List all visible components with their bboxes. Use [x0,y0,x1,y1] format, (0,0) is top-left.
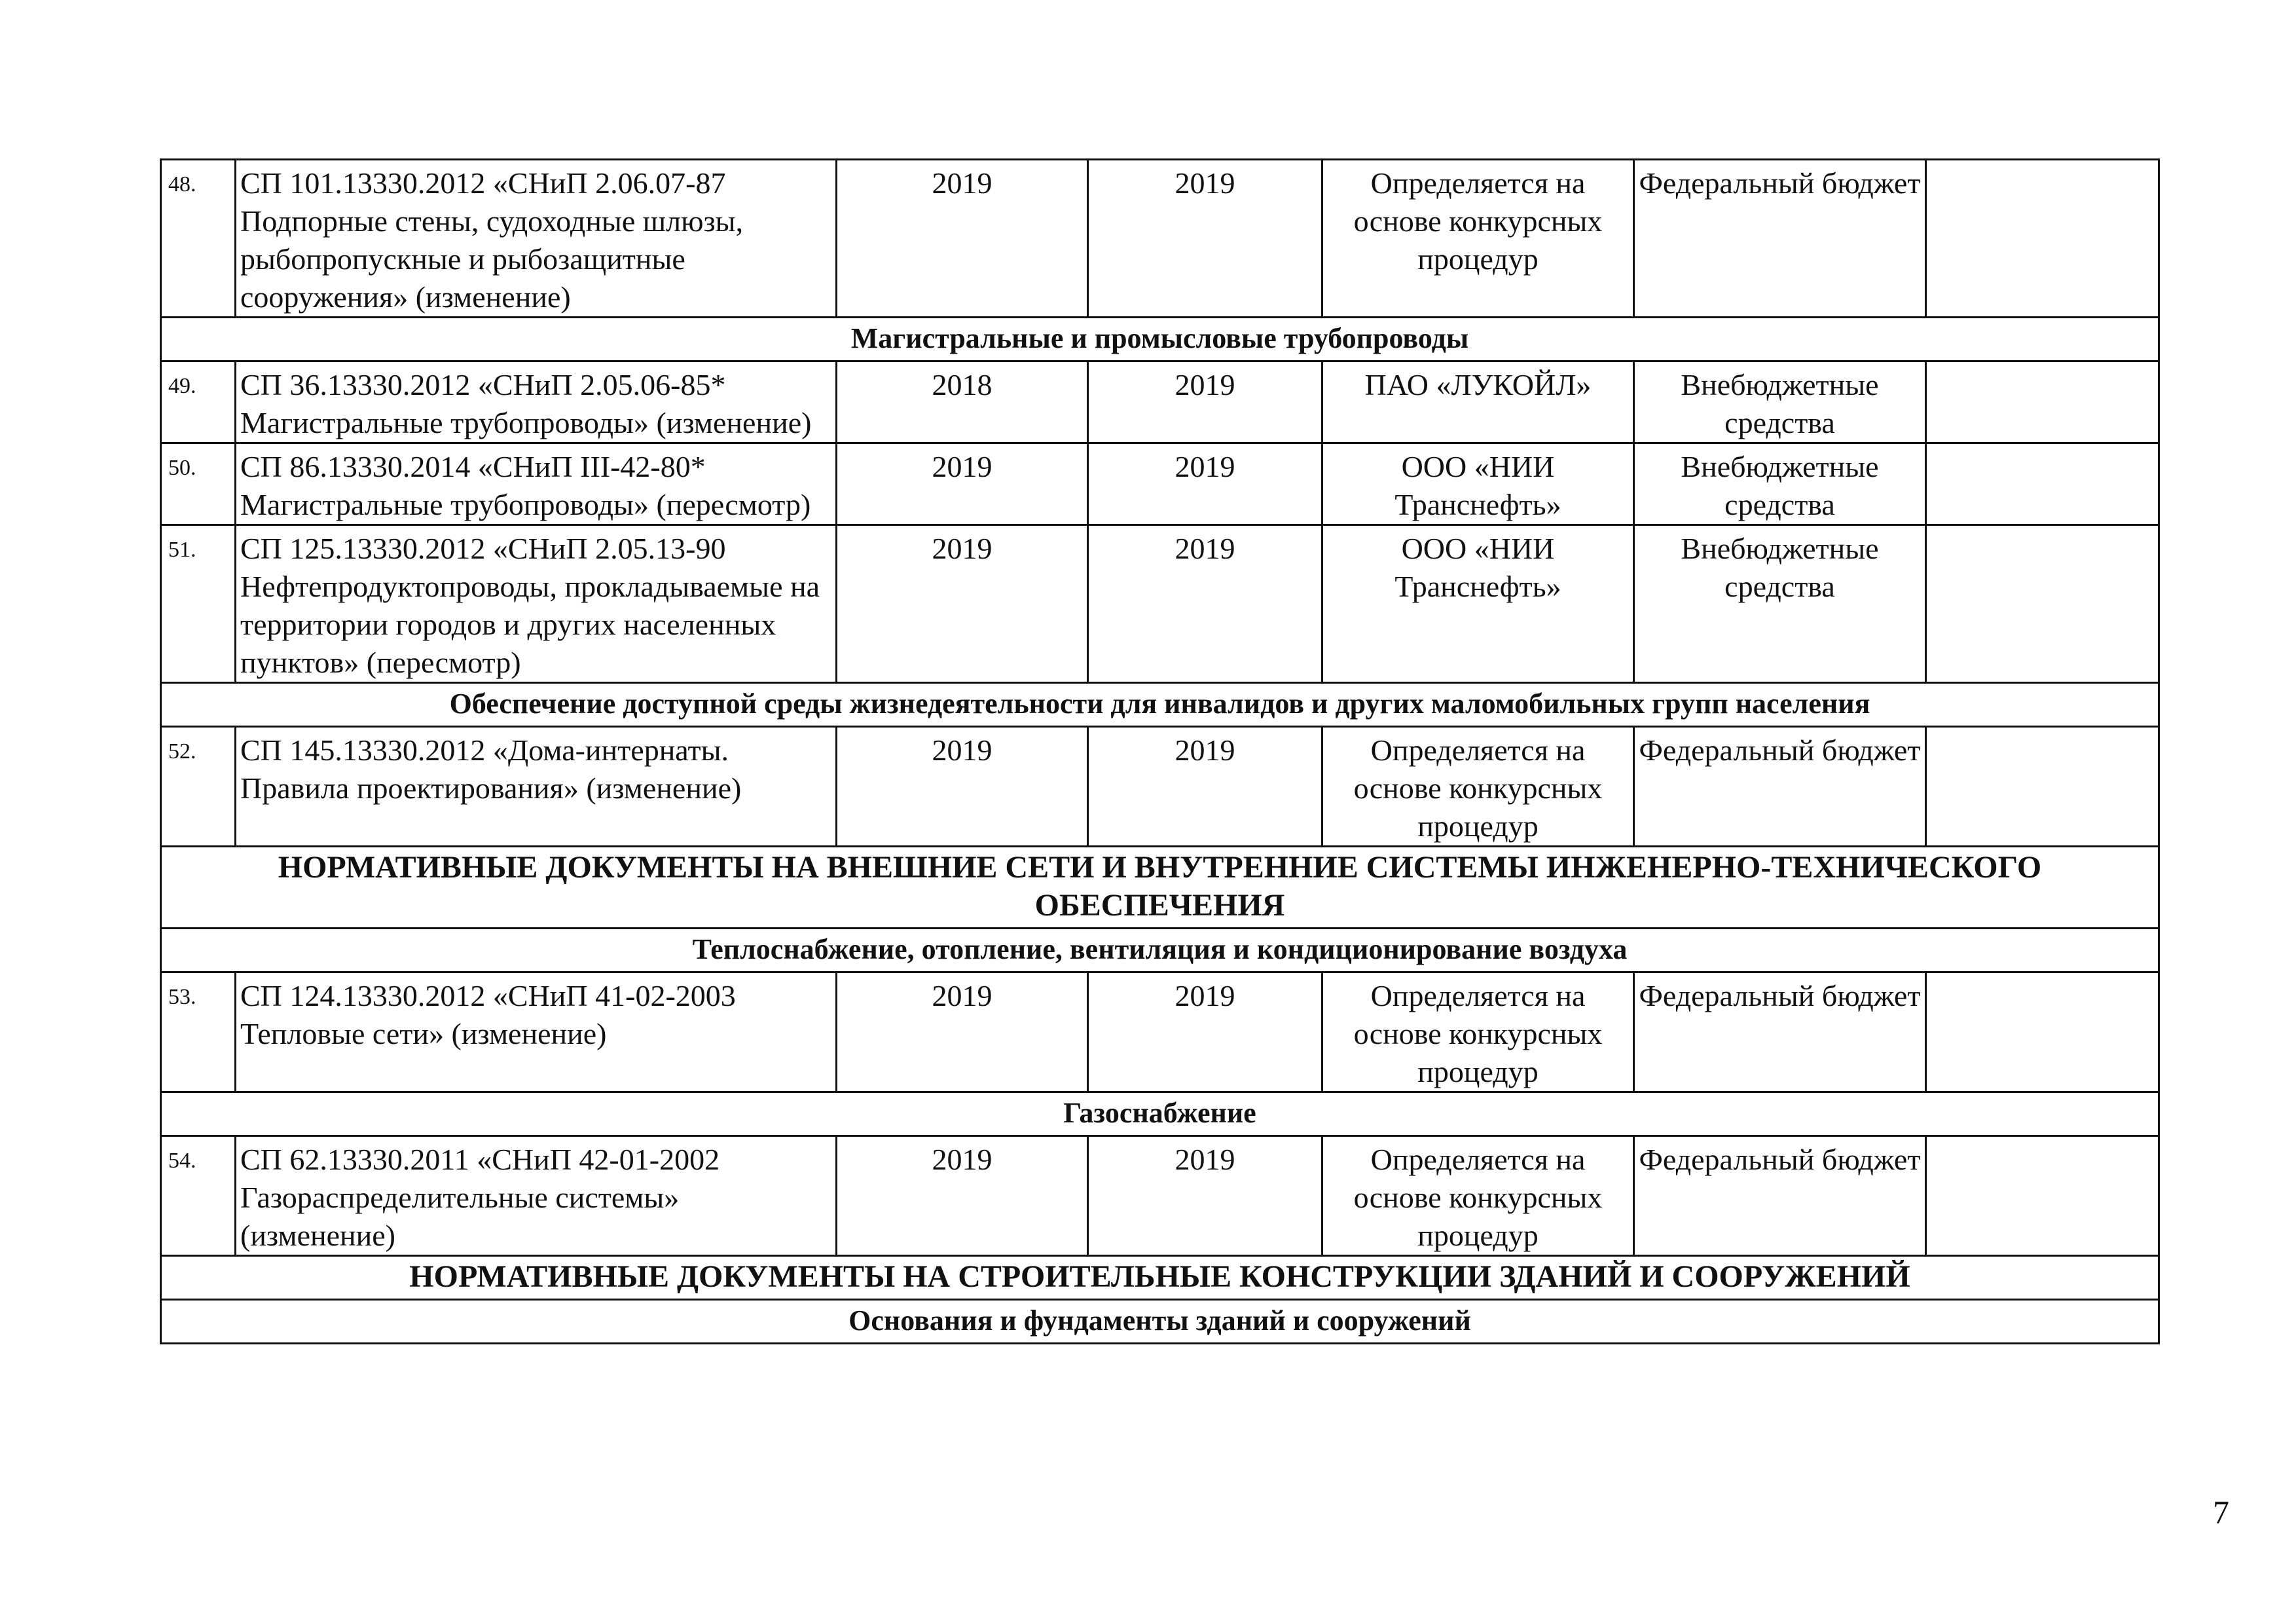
table-row [161,443,2159,525]
start-year: 2018 [837,361,1088,443]
table-row [161,727,2159,847]
plan-table [160,158,2160,1344]
document-title: СП 145.13330.2012 «Дома-интернаты. Правила проектирования» (изменение) [236,727,837,847]
start-year: 2019 [837,525,1088,683]
start-year: 2019 [837,972,1088,1092]
row-number: 49. [161,361,236,443]
section-title: Основания и фундаменты зданий и сооружений [161,1300,2159,1344]
end-year: 2019 [1088,972,1322,1092]
start-year: 2019 [837,1136,1088,1256]
end-year: 2019 [1088,160,1322,318]
funding-source: Федеральный бюджет [1634,727,1926,847]
group-heading-row [161,1256,2159,1300]
executor: ООО «НИИ Транснефть» [1322,525,1634,683]
executor: ПАО «ЛУКОЙЛ» [1322,361,1634,443]
section-title: Обеспечение доступной среды жизнедеятельности для инвалидов и других маломобильных групп населения [161,683,2159,727]
section-row [161,318,2159,361]
document-title: СП 36.13330.2012 «СНиП 2.05.06-85* Магистральные трубопроводы» (изменение) [236,361,837,443]
funding-source: Федеральный бюджет [1634,1136,1926,1256]
funding-source: Федеральный бюджет [1634,972,1926,1092]
document-title: СП 62.13330.2011 «СНиП 42-01-2002 Газораспределительные системы» (изменение) [236,1136,837,1256]
document-title: СП 86.13330.2014 «СНиП III-42-80* Магистральные трубопроводы» (пересмотр) [236,443,837,525]
document-title: СП 125.13330.2012 «СНиП 2.05.13-90 Нефтепродуктопроводы, прокладываемые на территории городов и других населенных пунктов» (пересмотр) [236,525,837,683]
table-row [161,1136,2159,1256]
note-cell [1926,160,2159,318]
group-heading: НОРМАТИВНЫЕ ДОКУМЕНТЫ НА ВНЕШНИЕ СЕТИ И ВНУТРЕННИЕ СИСТЕМЫ ИНЖЕНЕРНО-ТЕХНИЧЕСКОГО ОБЕСПЕЧЕНИЯ [161,847,2159,929]
section-row [161,1300,2159,1344]
executor: Определяется на основе конкурсных процедур [1322,160,1634,318]
start-year: 2019 [837,727,1088,847]
section-title: Теплоснабжение, отопление, вентиляция и кондиционирование воздуха [161,929,2159,972]
funding-source: Внебюджетные средства [1634,443,1926,525]
table-row [161,972,2159,1092]
table-row [161,160,2159,318]
note-cell [1926,972,2159,1092]
end-year: 2019 [1088,727,1322,847]
funding-source: Внебюджетные средства [1634,525,1926,683]
row-number: 53. [161,972,236,1092]
start-year: 2019 [837,443,1088,525]
note-cell [1926,361,2159,443]
document-title: СП 124.13330.2012 «СНиП 41-02-2003 Тепловые сети» (изменение) [236,972,837,1092]
executor: Определяется на основе конкурсных процедур [1322,1136,1634,1256]
page-number: 7 [2213,1494,2229,1530]
end-year: 2019 [1088,525,1322,683]
group-heading-row [161,847,2159,929]
row-number: 51. [161,525,236,683]
section-row [161,683,2159,727]
note-cell [1926,727,2159,847]
section-row [161,929,2159,972]
row-number: 54. [161,1136,236,1256]
executor: Определяется на основе конкурсных процедур [1322,972,1634,1092]
note-cell [1926,443,2159,525]
end-year: 2019 [1088,361,1322,443]
table-row [161,361,2159,443]
section-title: Газоснабжение [161,1092,2159,1136]
start-year: 2019 [837,160,1088,318]
group-heading: НОРМАТИВНЫЕ ДОКУМЕНТЫ НА СТРОИТЕЛЬНЫЕ КОНСТРУКЦИИ ЗДАНИЙ И СООРУЖЕНИЙ [161,1256,2159,1300]
row-number: 48. [161,160,236,318]
document-title: СП 101.13330.2012 «СНиП 2.06.07-87 Подпорные стены, судоходные шлюзы, рыбопропускные и рыбозащитные сооружения» (изменение) [236,160,837,318]
section-title: Магистральные и промысловые трубопроводы [161,318,2159,361]
table-row [161,525,2159,683]
executor: ООО «НИИ Транснефть» [1322,443,1634,525]
note-cell [1926,525,2159,683]
row-number: 50. [161,443,236,525]
executor: Определяется на основе конкурсных процедур [1322,727,1634,847]
note-cell [1926,1136,2159,1256]
end-year: 2019 [1088,1136,1322,1256]
section-row [161,1092,2159,1136]
funding-source: Федеральный бюджет [1634,160,1926,318]
row-number: 52. [161,727,236,847]
funding-source: Внебюджетные средства [1634,361,1926,443]
end-year: 2019 [1088,443,1322,525]
